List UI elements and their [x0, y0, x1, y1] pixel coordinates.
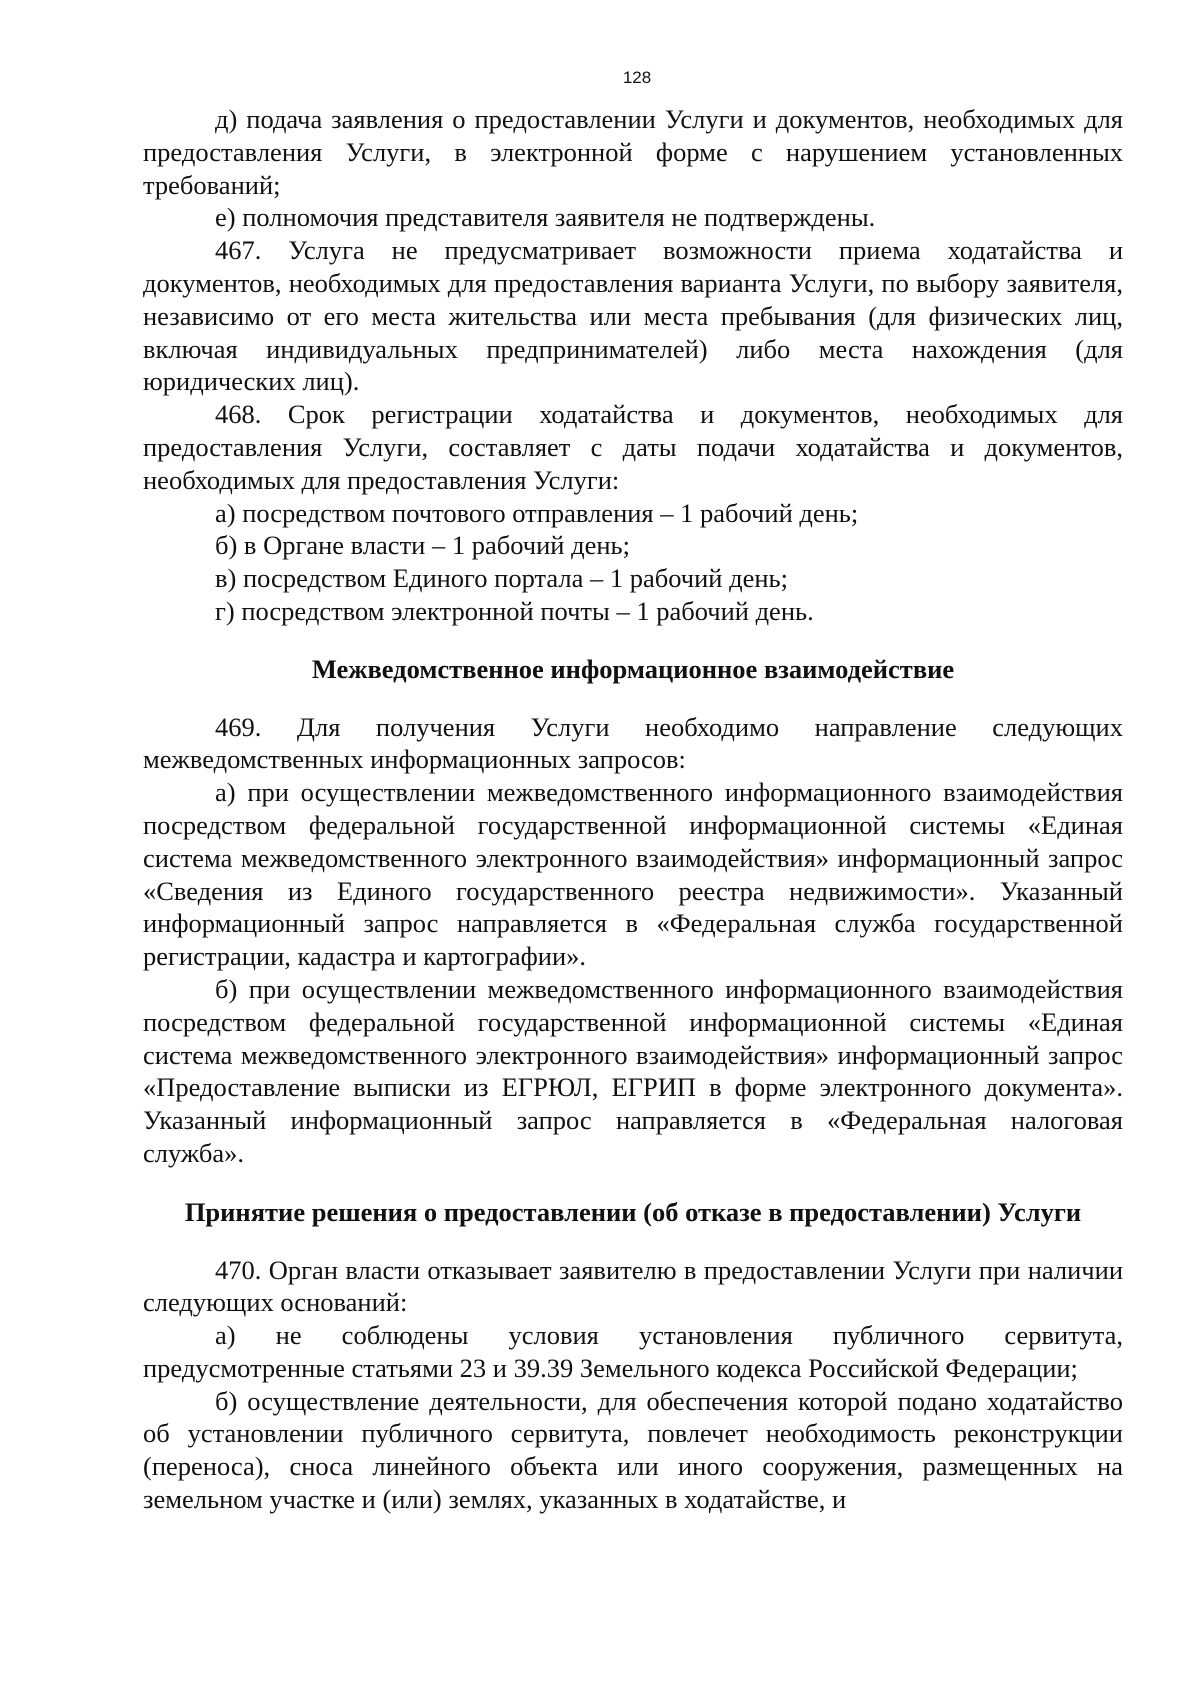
- paragraph-469-a: а) при осуществлении межведомственного информационного взаимодействия посредством федеральной государственной информационной системы «Единая система межведомственного электронного взаимодействия» информационный запрос «Сведения из Единого государственного реестра недвижимости». Указанный информационный запрос направляется в «Федеральная служба государственной регистрации, кадастра и картографии».: [143, 777, 1123, 972]
- paragraph-470-b: б) осуществление деятельности, для обеспечения которой подано ходатайство об установлении публичного сервитута, повлечет необходимость реконструкции (переноса), сноса линейного объекта или иного сооружения, размещенных на земельном участке и (или) землях, указанных в ходатайстве, и: [143, 1385, 1123, 1515]
- paragraph-468-a: а) посредством почтового отправления – 1 рабочий день;: [215, 497, 859, 528]
- paragraph-470-a: а) не соблюдены условия установления публичного сервитута, предусмотренные статьями 23 и 39.39 Земельного кодекса Российской Федерации;: [143, 1320, 1123, 1383]
- document-page: [143, 68, 1123, 1516]
- section-heading-interagency: Межведомственное информационное взаимодействие: [311, 653, 955, 684]
- paragraph-468-v: в) посредством Единого портала – 1 рабочий день;: [215, 563, 788, 594]
- paragraph-470: 470. Орган власти отказывает заявителю в предоставлении Услуги при наличии следующих оснований:: [143, 1254, 1123, 1318]
- section-heading-decision: Принятие решения о предоставлении (об отказе в предоставлении) Услуги: [184, 1196, 1082, 1227]
- paragraph-469-b: б) при осуществлении межведомственного информационного взаимодействия посредством федеральной государственной информационной системы «Единая система межведомственного электронного взаимодействия» информационный запрос «Предоставление выписки из ЕГРЮЛ, ЕГРИП в форме электронного документа». Указанный информационный запрос направляется в «Федеральная налоговая служба».: [143, 973, 1123, 1168]
- paragraph-468-g: г) посредством электронной почты – 1 рабочий день.: [215, 595, 814, 626]
- paragraph-469: 469. Для получения Услуги необходимо направление следующих межведомственных информационных запросов:: [143, 711, 1123, 775]
- paragraph-refusal-d: д) подача заявления о предоставлении Услуги и документов, необходимых для предоставления Услуги, в электронной форме с нарушением установленных требований;: [143, 104, 1123, 200]
- paragraph-468-b: б) в Органе власти – 1 рабочий день;: [215, 530, 630, 561]
- paragraph-refusal-e: е) полномочия представителя заявителя не подтверждены.: [215, 202, 876, 233]
- paragraph-468: 468. Срок регистрации ходатайства и документов, необходимых для предоставления Услуги, составляет с даты подачи ходатайства и документов, необходимых для предоставления Услуги:: [143, 399, 1123, 495]
- paragraph-467: 467. Услуга не предусматривает возможности приема ходатайства и документов, необходимых для предоставления варианта Услуги, по выбору заявителя, независимо от его места жительства или места пребывания (для физических лиц, включая индивидуальных предпринимателей) либо места нахождения (для юридических лиц).: [143, 235, 1123, 397]
- page-number: 128: [622, 68, 652, 87]
